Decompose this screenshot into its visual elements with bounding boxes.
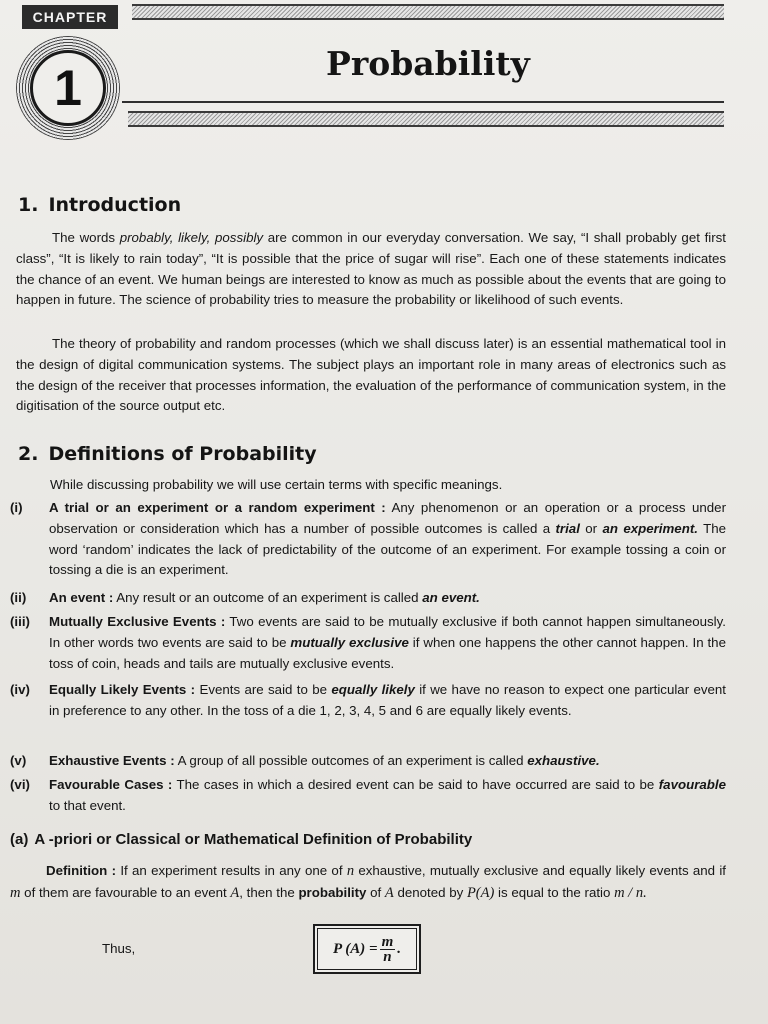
definition-item-favourable [10,775,726,817]
def-text: , then the [239,885,299,900]
item-emphasis: trial [555,520,580,536]
formula-denominator: n [383,948,392,965]
item-term: Equally Likely Events : [49,682,196,697]
item-marker: (i) [10,500,23,515]
item-term: Exhaustive Events : [49,753,175,768]
item-text: if when one happens the other cannot happen. In the toss of coin, heads and tails are mutually exclusive events. [49,634,726,671]
chapter-title: Probability [326,44,530,83]
intro-paragraph-2: The theory of probability and random processes (which we shall discuss later) is an essential mathematical tool in the design of digital communication systems. The subject plays an important role in many areas of electronics such as the design of the receiver that processes information, the evaluation of the performance of communication system, in the digitisation of the source output etc. [16,336,726,414]
var-n: n [346,863,355,879]
chapter-number: 1 [30,50,106,126]
thus-label: Thus, [102,941,136,956]
section-2-title: Definitions of Probability [48,443,317,465]
item-text: or [579,520,603,536]
item-text: Any phenomenon or an operation or a process under observation or consideration which has a number of possible outcomes is called a [49,500,727,536]
definition-item-equally-likely [10,680,726,722]
intro-italic-words: probably, likely, possibly [119,230,264,245]
var-PA: P(A) [466,885,495,901]
chapter-number-badge [16,36,120,140]
definition-item-trial [10,498,726,581]
formula-lhs: P (A) = [332,940,378,957]
def-text: of [366,885,385,900]
section-2-heading [18,443,317,465]
item-term: Mutually Exclusive Events : [49,614,226,629]
def-text: If an experiment results in any one of [116,863,347,878]
probability-formula-box [313,924,421,974]
item-text: if we have no reason to expect one particular event in preference to any other. In the toss of a die 1, 2, 3, 4, 5 and 6 are equally likely events. [49,682,727,718]
item-emphasis: equally likely [331,682,415,697]
definition-item-mutually-exclusive [10,612,726,674]
item-emphasis: an event. [422,590,480,605]
item-term: A trial or an experiment or a random experiment : [49,500,386,515]
definition-item-exhaustive [10,751,726,772]
subsection-marker: (a) [10,831,29,848]
def-text: of them are favourable to an event [20,885,231,900]
section-1-heading [18,194,181,216]
item-text: Two events are said to be mutually exclusive if both cannot happen simultaneously. In other words two events are said to be [49,614,726,650]
item-term: Favourable Cases : [49,777,173,792]
intro-text: The words [52,230,120,245]
item-text: Events are said to be [195,682,332,697]
intro-paragraph-1 [16,228,726,311]
definition-paragraph [10,860,726,904]
subsection-a-heading [10,831,472,848]
definition-label: Definition : [46,863,117,878]
item-marker: (vi) [10,777,30,792]
formula-numerator: m [381,933,394,950]
header-hatch-bottom [128,111,724,127]
formula-end: . [397,940,402,957]
item-emphasis: favourable [658,777,726,792]
def-text: denoted by [393,885,467,900]
item-emphasis: an experiment. [602,520,698,536]
item-emphasis: mutually exclusive [290,634,409,650]
item-text: The word ‘random’ indicates the lack of predictability of the outcome of an experiment. For example tossing a coin or tossing a die is an experiment. [49,520,726,578]
definitions-intro: While discussing probability we will use certain terms with specific meanings. [50,477,503,492]
chapter-label: CHAPTER [22,5,118,29]
subsection-title: A -priori or Classical or Mathematical Definition of Probability [34,831,473,848]
item-text: A group of all possible outcomes of an experiment is called [174,753,528,768]
section-1-number: 1. [18,194,39,216]
def-text: exhaustive, mutually exclusive and equally likely events and if [354,863,726,878]
item-marker: (iv) [10,682,30,697]
title-rule [122,101,724,103]
item-text: The cases in which a desired event can be said to have occurred are said to be [172,777,659,792]
var-m: m [10,885,21,901]
item-marker: (ii) [10,590,27,605]
intro-text-cont: are common in our everyday conversation. We say, “I shall probably get first class”, “It is likely to rain today”, “It is possible that the price of sugar will rise”. Each one of these statements indicates the chance of an event. We human beings are interested to know as much as possible about the events that are going to happen in future. The science of probability tries to measure the probability or likelihood of such events. [16,230,726,308]
var-ratio: m / n. [614,885,647,901]
item-text: Any result or an outcome of an experiment is called [113,590,423,605]
item-marker: (iii) [10,614,30,629]
formula-fraction [380,935,396,964]
item-emphasis: exhaustive. [527,753,600,768]
section-1-title: Introduction [48,194,182,216]
header-hatch-top [132,4,724,20]
item-term: An event : [49,590,114,605]
item-marker: (v) [10,753,27,768]
def-bold-word: probability [298,885,367,900]
var-A: A [230,885,240,901]
item-text: to that event. [49,797,126,813]
def-text: is equal to the ratio [494,885,615,900]
section-2-number: 2. [18,443,39,465]
var-A: A [384,885,394,901]
definition-item-event [10,588,726,609]
